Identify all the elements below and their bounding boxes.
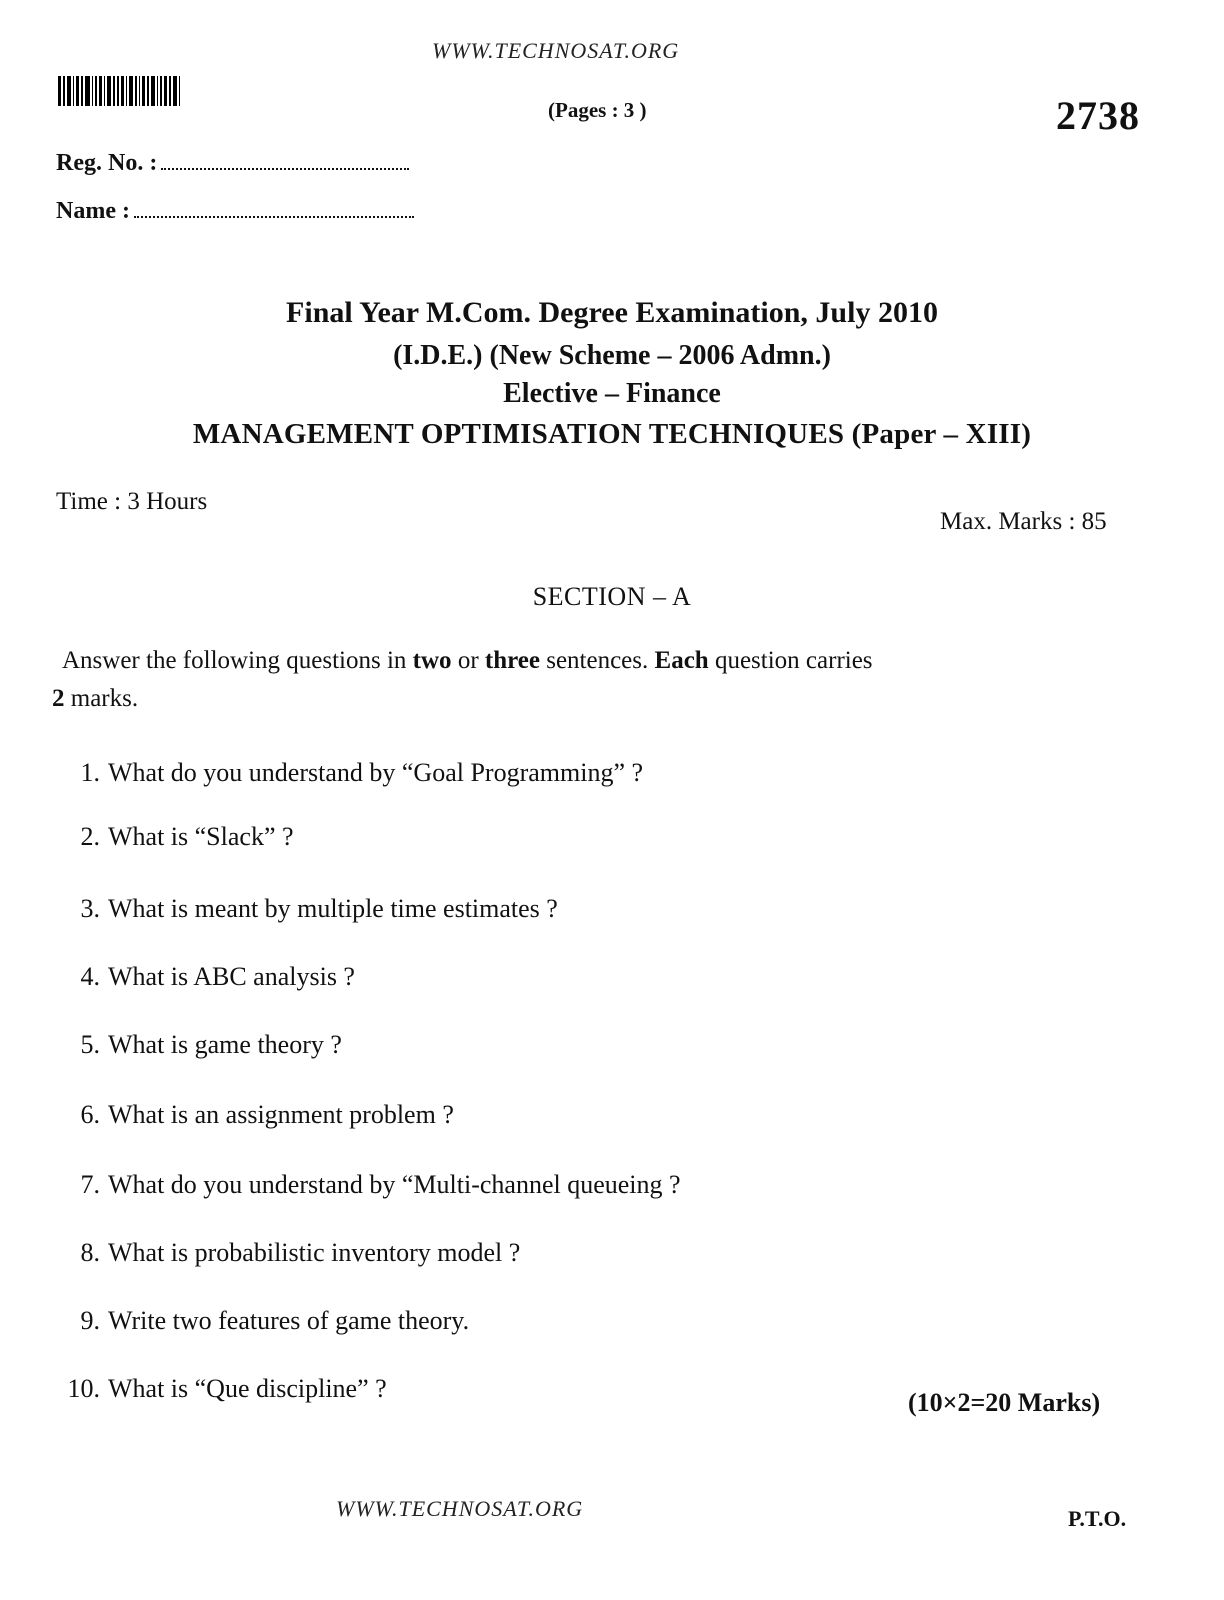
question-item — [48, 894, 558, 924]
pages-count: (Pages : 3 ) — [548, 98, 647, 122]
watermark-bottom: WWW.TECHNOSAT.ORG — [336, 1496, 584, 1521]
exam-elective: Elective – Finance — [503, 378, 721, 409]
barcode-image — [58, 70, 206, 106]
question-text: What is an assignment problem ? — [108, 1100, 454, 1129]
question-item — [48, 962, 355, 992]
question-item — [48, 1238, 520, 1268]
question-item — [48, 822, 294, 852]
question-number: 5. — [80, 1030, 100, 1059]
question-number: 2. — [80, 822, 100, 851]
question-number: 10. — [67, 1374, 100, 1403]
reg-no-blank — [161, 150, 409, 170]
paper-code: 2738 — [1056, 93, 1140, 138]
question-text: What do you understand by “Multi-channel queueing ? — [108, 1170, 681, 1199]
question-item — [48, 758, 643, 788]
reg-no-label: Reg. No. : — [56, 150, 158, 176]
section-instructions: Answer the following questions in two or three sentences. Each question carries 2 marks. — [52, 647, 873, 712]
question-text: What is game theory ? — [108, 1030, 342, 1059]
paper-title: MANAGEMENT OPTIMISATION TECHNIQUES (Paper – XIII) — [192, 418, 1032, 450]
question-text: What do you understand by “Goal Programming” ? — [108, 758, 644, 787]
question-text: Write two features of game theory. — [108, 1306, 470, 1335]
question-text: What is “Slack” ? — [108, 822, 294, 851]
question-number: 6. — [80, 1100, 100, 1129]
name-blank — [134, 198, 414, 218]
name-field — [56, 198, 414, 225]
question-number: 3. — [80, 894, 100, 923]
reg-no-field — [56, 150, 409, 177]
question-number: 8. — [80, 1238, 100, 1267]
question-number: 1. — [80, 758, 100, 787]
section-title: SECTION – A — [532, 582, 692, 611]
question-number: 9. — [80, 1306, 100, 1335]
question-text: What is probabilistic inventory model ? — [108, 1238, 521, 1267]
question-item — [48, 1374, 387, 1404]
question-item — [48, 1100, 454, 1130]
question-number: 4. — [80, 962, 100, 991]
exam-title: Final Year M.Com. Degree Examination, July 2010 — [286, 296, 938, 329]
section-marks-note: (10×2=20 Marks) — [908, 1388, 1101, 1417]
question-text: What is meant by multiple time estimates ? — [108, 894, 558, 923]
question-item — [48, 1170, 681, 1200]
question-item — [48, 1030, 342, 1060]
question-text: What is ABC analysis ? — [108, 962, 355, 991]
exam-scheme: (I.D.E.) (New Scheme – 2006 Admn.) — [393, 340, 831, 371]
page-turn-note: P.T.O. — [1068, 1506, 1127, 1531]
name-label: Name : — [56, 198, 130, 224]
question-text: What is “Que discipline” ? — [108, 1374, 387, 1403]
watermark-top: WWW.TECHNOSAT.ORG — [432, 38, 680, 63]
question-item — [48, 1306, 469, 1336]
max-marks: Max. Marks : 85 — [940, 508, 1107, 535]
time-allowed: Time : 3 Hours — [56, 488, 208, 515]
question-number: 7. — [80, 1170, 100, 1199]
